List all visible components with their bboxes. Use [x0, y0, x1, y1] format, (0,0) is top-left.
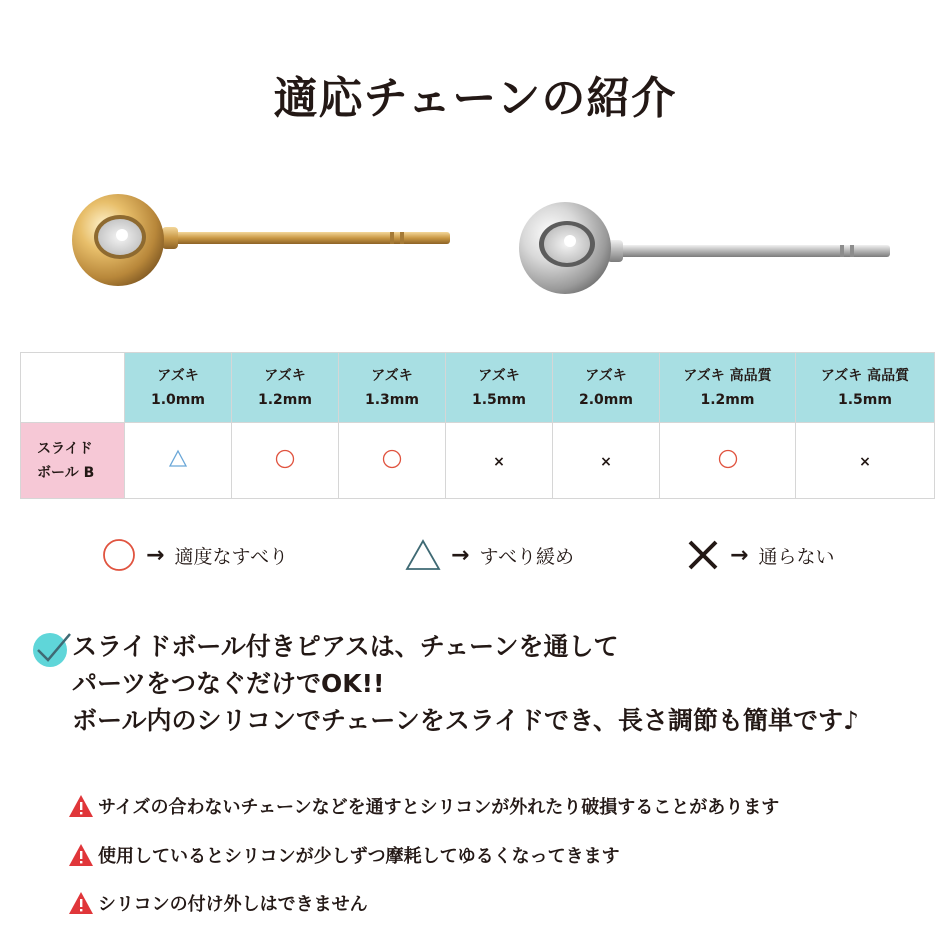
- header-size: 1.2mm: [258, 391, 312, 408]
- page-title: [270, 62, 681, 126]
- legend-item-cross: [686, 535, 834, 575]
- circle-mark: [381, 448, 403, 470]
- table-header-cell: [796, 353, 935, 423]
- cross-mark: ×: [493, 454, 505, 470]
- header-name: アズキ: [478, 367, 520, 384]
- legend-item-triangle: [405, 535, 574, 575]
- table-header-cell: [232, 353, 339, 423]
- table-header-row: [21, 353, 935, 423]
- table-header-cell: [125, 353, 232, 423]
- legend-label: すべり緩め: [479, 545, 575, 568]
- page-title-text: 適応チェーンの紹介: [273, 73, 677, 124]
- main-text-line: ボール内のシリコンでチェーンをスライドでき、長さ調節も簡単です♪: [72, 706, 859, 735]
- header-name: アズキ: [157, 367, 199, 384]
- circle-mark: [717, 448, 739, 470]
- header-size: 1.5mm: [838, 391, 892, 408]
- table-cell: [660, 423, 796, 499]
- legend-label: 適度なすべり: [174, 545, 289, 568]
- warning-item: [68, 890, 368, 916]
- warning-text: サイズの合わないチェーンなどを通すとシリコンが外れたり破損することがあります: [98, 797, 780, 818]
- warning-item: [68, 793, 779, 819]
- table-cell: [125, 423, 232, 499]
- circle-mark: [274, 448, 296, 470]
- table-cell: [553, 423, 660, 499]
- header-size: 2.0mm: [579, 391, 633, 408]
- main-text-line: パーツをつなぐだけでOK!!: [72, 669, 385, 698]
- check-icon: [30, 628, 74, 672]
- warning-text: シリコンの付け外しはできません: [98, 894, 368, 915]
- header-size: 1.3mm: [365, 391, 419, 408]
- chain-compatibility-table: [20, 352, 935, 499]
- warning-icon: [68, 891, 94, 915]
- legend-item-circle: [102, 535, 288, 575]
- header-name: アズキ: [585, 367, 627, 384]
- table-header-cell: [660, 353, 796, 423]
- header-size: 1.0mm: [151, 391, 205, 408]
- table-corner-cell: [21, 353, 125, 423]
- table-cell: [232, 423, 339, 499]
- header-name: アズキ: [371, 367, 413, 384]
- table-row: [21, 423, 935, 499]
- triangle-icon: [405, 538, 441, 572]
- cross-mark: ×: [859, 454, 871, 470]
- header-name: アズキ 高品質: [683, 367, 772, 384]
- arrow-icon: →: [146, 542, 165, 568]
- table-cell: [796, 423, 935, 499]
- row-label-cell: [21, 423, 125, 499]
- silver-earring-image: [515, 200, 895, 300]
- arrow-icon: →: [451, 542, 470, 568]
- header-size: 1.2mm: [700, 391, 755, 408]
- warning-item: [68, 842, 620, 868]
- warning-icon: [68, 843, 94, 867]
- arrow-icon: →: [730, 542, 749, 568]
- triangle-mark: [167, 448, 189, 470]
- table-header-cell: [446, 353, 553, 423]
- header-name: アズキ: [264, 367, 306, 384]
- table-header-cell: [553, 353, 660, 423]
- legend-label: 通らない: [758, 545, 835, 568]
- row-label-line1: スライド: [37, 440, 93, 457]
- warning-icon: [68, 794, 94, 818]
- row-label-line2: ボール B: [37, 464, 95, 481]
- gold-earring-image: [70, 190, 455, 290]
- table-header-cell: [339, 353, 446, 423]
- title-area: [0, 62, 950, 126]
- table-cell: [446, 423, 553, 499]
- main-description: [72, 628, 859, 739]
- main-text-line: スライドボール付きピアスは、チェーンを通して: [72, 632, 619, 661]
- table-cell: [339, 423, 446, 499]
- warning-text: 使用しているとシリコンが少しずつ摩耗してゆるくなってきます: [98, 846, 620, 867]
- header-name: アズキ 高品質: [820, 367, 910, 384]
- header-size: 1.5mm: [472, 391, 526, 408]
- cross-mark: ×: [600, 454, 612, 470]
- circle-icon: [102, 538, 136, 572]
- cross-icon: [686, 538, 720, 572]
